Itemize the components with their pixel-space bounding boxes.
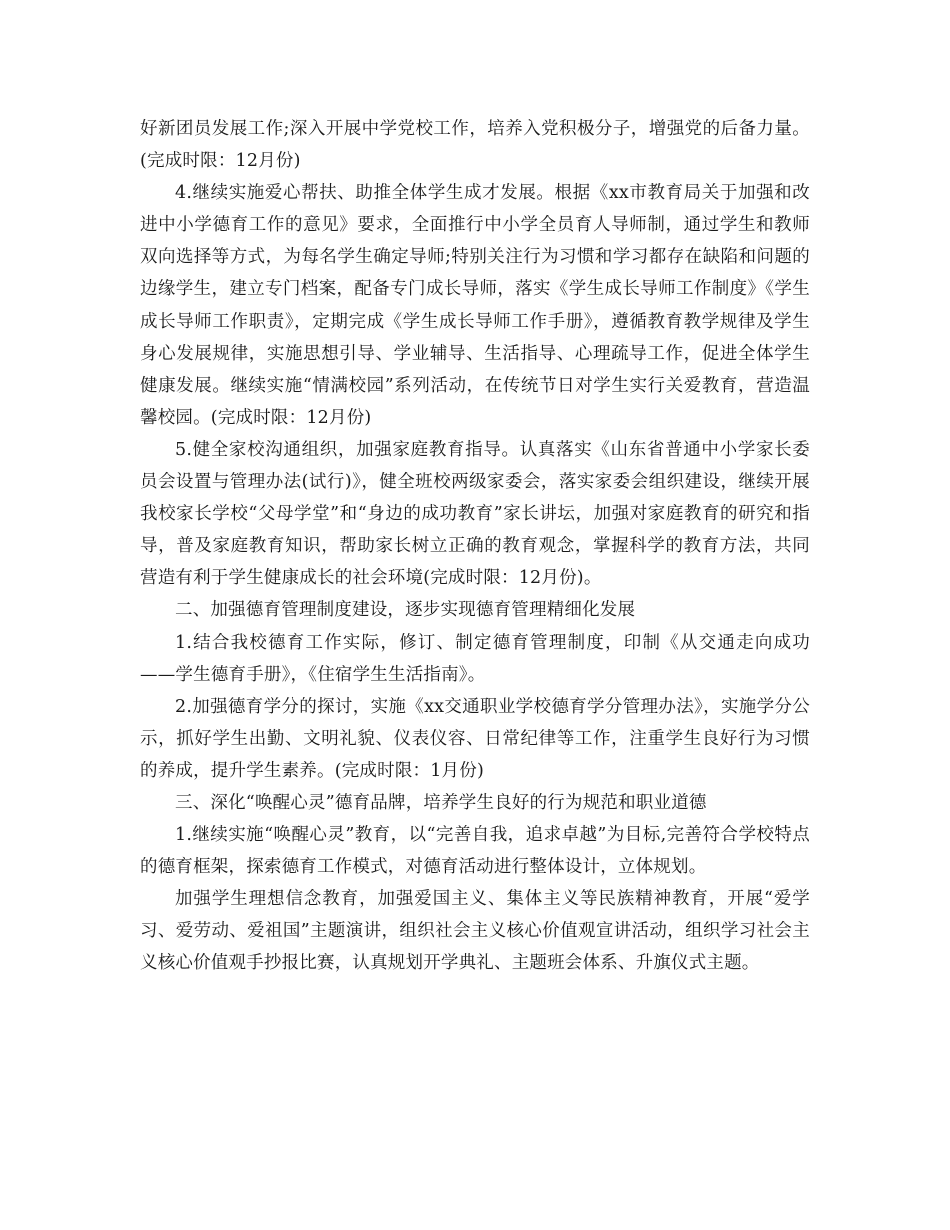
document-body: [140, 113, 810, 980]
paragraph-section-2-item-2: 2.加强德育学分的探讨，实施《xx交通职业学校德育学分管理办法》，实施学分公示，抓好学生出勤、文明礼貌、仪表仪容、日常纪律等工作，注重学生良好行为习惯的养成，提升学生素养。(完成时限：1月份): [140, 696, 810, 781]
section-heading-3: 三、深化“唤醒心灵”德育品牌，培养学生良好的行为规范和职业道德: [175, 792, 707, 813]
section-heading-2: 二、加强德育管理制度建设，逐步实现德育管理精细化发展: [175, 600, 636, 621]
paragraph-item-4: 4.继续实施爱心帮扶、助推全体学生成才发展。根据《xx市教育局关于加强和改进中小学德育工作的意见》要求，全面推行中小学全员育人导师制，通过学生和教师双向选择等方式，为每名学生确定导师;特别关注行为习惯和学习都存在缺陷和问题的边缘学生，建立专门档案，配备专门成长导师，落实《学生成长导师工作制度》《学生成长导师工作职责》，定期完成《学生成长导师工作手册》，遵循教育教学规律及学生身心发展规律，实施思想引导、学业辅导、生活指导、心理疏导工作，促进全体学生健康发展。继续实施“情满校园”系列活动，在传统节日对学生实行关爱教育，营造温馨校园。(完成时限：12月份): [140, 183, 810, 428]
paragraph-ideals-education: 加强学生理想信念教育，加强爱国主义、集体主义等民族精神教育，开展“爱学习、爱劳动、爱祖国”主题演讲，组织社会主义核心价值观宣讲活动，组织学习社会主义核心价值观手抄报比赛，认真规划开学典礼、主题班会体系、升旗仪式主题。: [140, 889, 810, 974]
paragraph-section-2-item-1: 1.结合我校德育工作实际，修订、制定德育管理制度，印制《从交通走向成功——学生德育手册》，《住宿学生生活指南》。: [140, 632, 810, 685]
paragraph-item-5: 5.健全家校沟通组织，加强家庭教育指导。认真落实《山东省普通中小学家长委员会设置与管理办法(试行)》，健全班校两级家委会，落实家委会组织建设，继续开展我校家长学校“父母学堂”和“身边的成功教育”家长讲坛，加强对家庭教育的研究和指导，普及家庭教育知识，帮助家长树立正确的教育观念，掌握科学的教育方法，共同营造有利于学生健康成长的社会环境(完成时限：12月份)。: [140, 439, 810, 589]
paragraph-continuation: 好新团员发展工作;深入开展中学党校工作，培养入党积极分子，增强党的后备力量。(完成时限：12月份): [140, 119, 810, 172]
paragraph-section-3-item-1: 1.继续实施“唤醒心灵”教育，以“完善自我，追求卓越”为目标,完善符合学校特点的德育框架，探索德育工作模式，对德育活动进行整体设计，立体规划。: [140, 825, 810, 878]
